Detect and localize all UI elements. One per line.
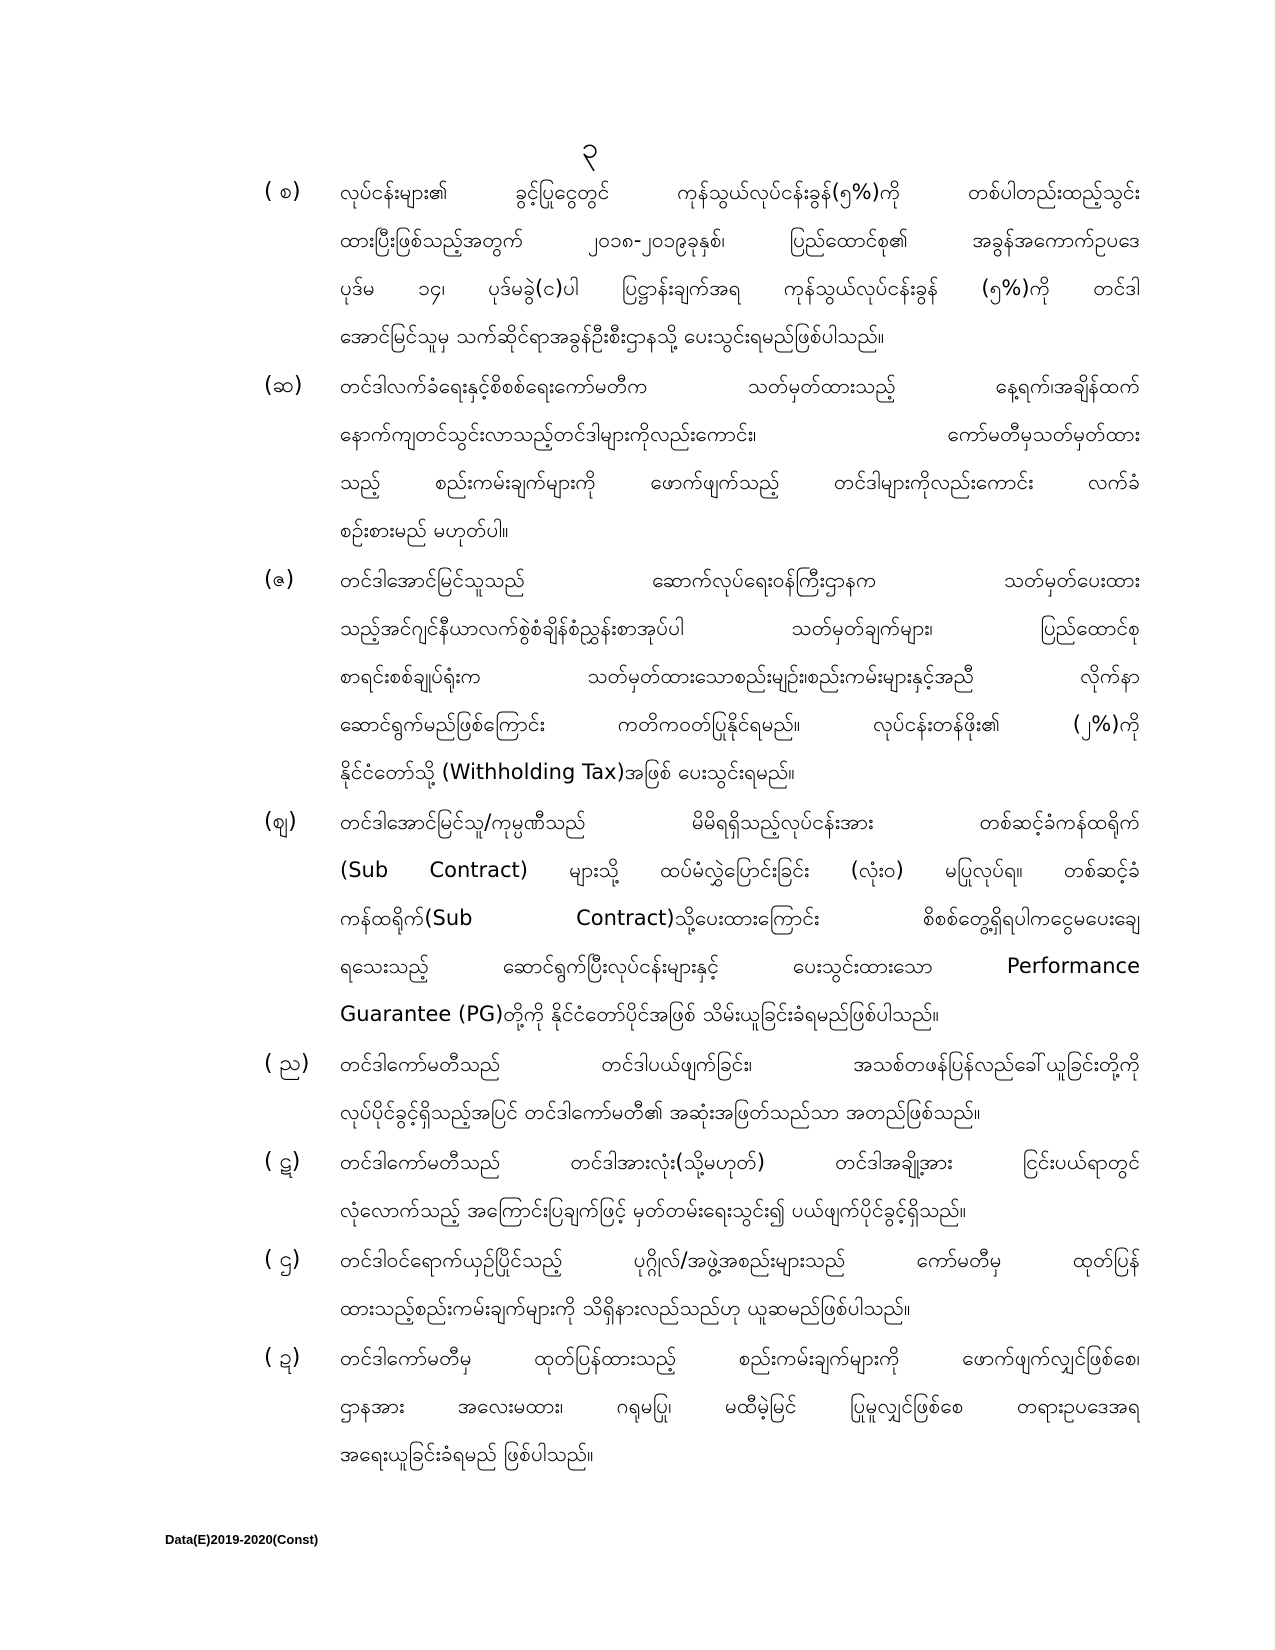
clause-line: ကန်ထရိုက်(Sub Contract)သို့ပေးထားကြောင်း စိစစ်တွေ့ရှိရပါကငွေမပေးချေ [340,906,1140,930]
footer-reference: Data(E)2019-2020(Const) [165,1532,319,1547]
clause-marker: ( ဋ) [264,1149,301,1174]
clause-marker: ( ဍ) [264,1345,301,1370]
clause-marker: ( စ) [264,179,301,204]
clause-line: ပုဒ်မ ၁၄၊ ပုဒ်မခွဲ(င)ပါ ပြဋ္ဌာန်းချက်အရ ကုန်သွယ်လုပ်ငန်းခွန် (၅%)ကို တင်ဒါ [340,276,1140,300]
clause-line: လုပ်ငန်းများ၏ ခွင့်ပြုငွေတွင် ကုန်သွယ်လုပ်ငန်းခွန်(၅%)ကို တစ်ပါတည်းထည့်သွင်း [340,180,1140,204]
clause-line: တင်ဒါလက်ခံရေးနှင့်စိစစ်ရေးကော်မတီက သတ်မှတ်ထားသည့် နေ့ရက်၊အချိန်ထက် [340,374,1140,398]
clause-line: Guarantee (PG)တို့ကို နိုင်ငံတော်ပိုင်အဖြစ် သိမ်းယူခြင်းခံရမည်ဖြစ်ပါသည်။ [340,1002,939,1026]
clause-marker: ( ည) [264,1051,310,1076]
clause-line: နောက်ကျတင်သွင်းလာသည့်တင်ဒါများကိုလည်းကောင်း၊ ကော်မတီမှသတ်မှတ်ထား [340,422,1140,446]
clause-item [0,1334,1275,1478]
clause-item [0,362,1275,554]
clause-line: တင်ဒါဝင်ရောက်ယှဉ်ပြိုင်သည့် ပုဂ္ဂိုလ်/အဖွဲ့အစည်းများသည် ကော်မတီမှ ထုတ်ပြန် [340,1248,1140,1272]
clause-line: (Sub Contract) များသို့ ထပ်မံလွှဲပြောင်းခြင်း (လုံးဝ) မပြုလုပ်ရ။ တစ်ဆင့်ခံ [340,858,1140,882]
clause-item [0,556,1275,796]
clause-line: စဉ်းစားမည် မဟုတ်ပါ။ [340,518,509,542]
clause-text [340,1334,1140,1478]
clause-line: တင်ဒါအောင်မြင်သူ/ကုမ္ပဏီသည် မိမိရရှိသည့်လုပ်ငန်းအား တစ်ဆင့်ခံကန်ထရိုက် [340,810,1140,834]
clause-text [340,362,1140,554]
clause-text [340,1040,1140,1136]
clause-line: နိုင်ငံတော်သို့ (Withholding Tax)အဖြစ် ပေးသွင်းရမည်။ [340,760,795,784]
clause-line: လုံလောက်သည့် အကြောင်းပြချက်ဖြင့် မှတ်တမ်းရေးသွင်း၍ ပယ်ဖျက်ပိုင်ခွင့်ရှိသည်။ [340,1198,967,1222]
clause-item [0,798,1275,1038]
clause-line: စာရင်းစစ်ချုပ်ရုံးက သတ်မှတ်ထားသောစည်းမျဉ်း၊စည်းကမ်းများနှင့်အညီ လိုက်နာ [340,664,1140,688]
clause-text [340,1236,1140,1332]
clause-line: အရေးယူခြင်းခံရမည် ဖြစ်ပါသည်။ [340,1442,594,1466]
clause-line: တင်ဒါကော်မတီသည် တင်ဒါပယ်ဖျက်ခြင်း၊ အသစ်တဖန်ပြန်လည်ခေါ်ယူခြင်းတို့ကို [340,1052,1140,1076]
clause-item [0,1138,1275,1234]
clause-line: ရသေးသည့် ဆောင်ရွက်ပြီးလုပ်ငန်းများနှင့် ပေးသွင်းထားသော Performance [340,954,1140,978]
clause-text [340,556,1140,796]
clause-line: တင်ဒါကော်မတီမှ ထုတ်ပြန်ထားသည့် စည်းကမ်းချက်များကို ဖောက်ဖျက်လျှင်ဖြစ်စေ၊ [340,1346,1140,1370]
clause-marker: (ဇ) [264,567,295,592]
clause-text [340,798,1140,1038]
clause-list [0,168,1275,1480]
clause-marker: (ဈ) [264,809,297,834]
clause-line: တင်ဒါကော်မတီသည် တင်ဒါအားလုံး(သို့မဟုတ်) တင်ဒါအချို့အား ငြင်းပယ်ရာတွင် [340,1150,1140,1174]
clause-text [340,1138,1140,1234]
clause-line: သည့်အင်ဂျင်နီယာလက်စွဲစံချိန်စံညွှန်းစာအုပ်ပါ သတ်မှတ်ချက်များ၊ ပြည်ထောင်စု [340,616,1140,640]
clause-marker: ( ဌ) [264,1247,301,1272]
clause-item [0,1040,1275,1136]
clause-marker: (ဆ) [264,373,303,398]
clause-line: ထားသည့်စည်းကမ်းချက်များကို သိရှိနားလည်သည်ဟု ယူဆမည်ဖြစ်ပါသည်။ [340,1296,911,1320]
clause-line: တင်ဒါအောင်မြင်သူသည် ဆောက်လုပ်ရေးဝန်ကြီးဌာနက သတ်မှတ်ပေးထား [340,568,1140,592]
clause-line: ဆောင်ရွက်မည်ဖြစ်ကြောင်း ကတိကဝတ်ပြုနိုင်ရမည်။ လုပ်ငန်းတန်ဖိုး၏ (၂%)ကို [340,712,1140,736]
clause-text [340,168,1140,360]
clause-item [0,168,1275,360]
clause-line: ထားပြီးဖြစ်သည့်အတွက် ၂၀၁၈-၂၀၁၉ခုနှစ်၊ ပြည်ထောင်စု၏ အခွန်အကောက်ဥပဒေ [340,228,1140,252]
clause-item [0,1236,1275,1332]
clause-line: သည့် စည်းကမ်းချက်များကို ဖောက်ဖျက်သည့် တင်ဒါများကိုလည်းကောင်း လက်ခံ [340,470,1140,494]
page-number: ၃ [581,131,599,166]
clause-line: ဌာနအား အလေးမထား၊ ဂရုမပြု၊ မထီမဲ့မြင် ပြုမူလျှင်ဖြစ်စေ တရားဥပဒေအရ [340,1394,1140,1418]
clause-line: လုပ်ပိုင်ခွင့်ရှိသည့်အပြင် တင်ဒါကော်မတီ၏ အဆုံးအဖြတ်သည်သာ အတည်ဖြစ်သည်။ [340,1100,981,1124]
clause-line: အောင်မြင်သူမှ သက်ဆိုင်ရာအခွန်ဦးစီးဌာနသို့ ပေးသွင်းရမည်ဖြစ်ပါသည်။ [340,324,885,348]
